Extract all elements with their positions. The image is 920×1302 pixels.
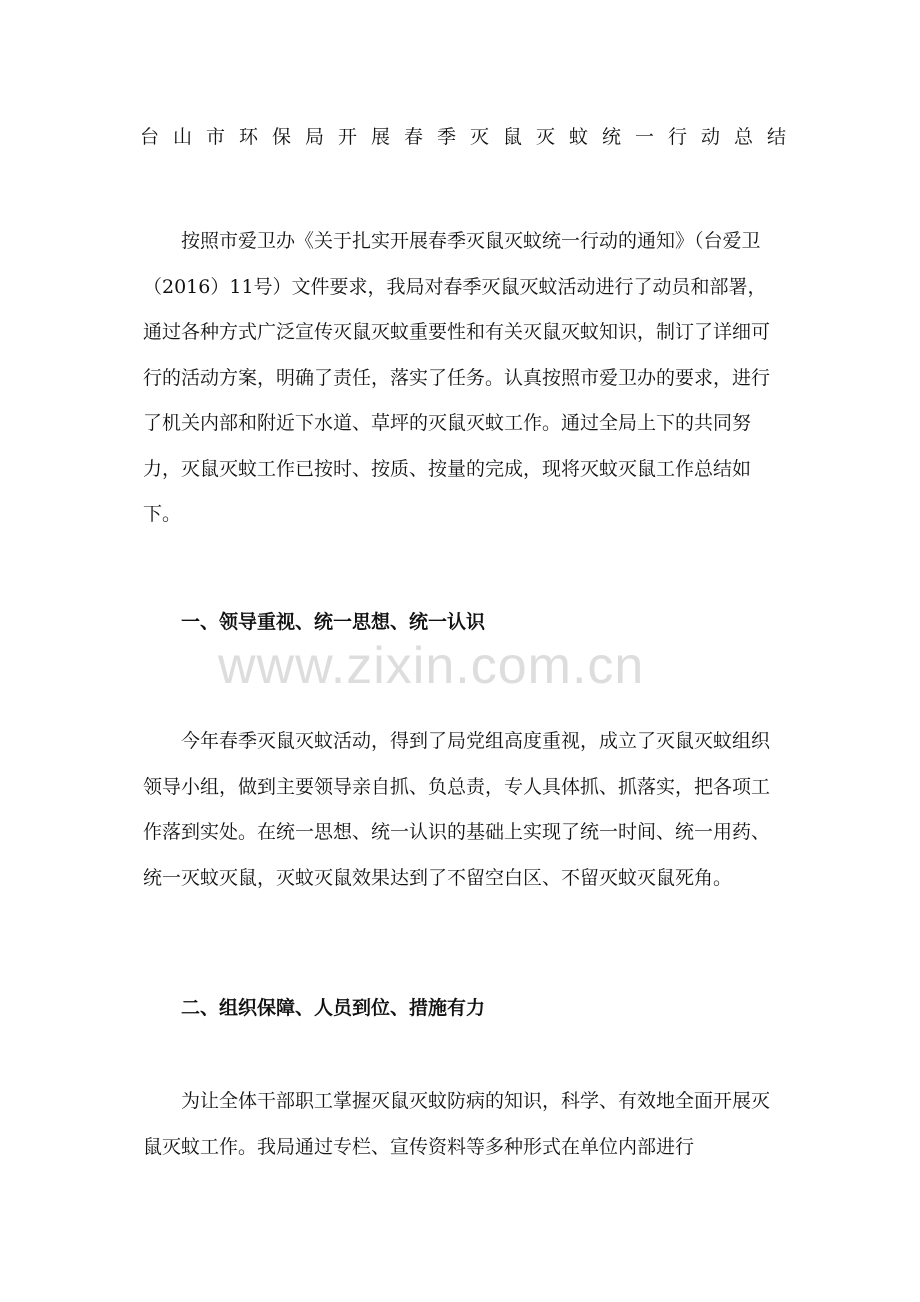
section-1-heading: 一、领导重视、统一思想、统一认识 <box>181 611 486 633</box>
intro-paragraph: 按照市爱卫办《关于扎实开展春季灭鼠灭蚊统一行动的通知》（台爱卫（2016）11号）文件要求，我局对春季灭鼠灭蚊活动进行了动员和部署，通过各种方式广泛宣传灭鼠灭蚊重要性和有关灭鼠灭蚊知识，制订了详细可行的活动方案，明确了责任，落实了任务。认真按照市爱卫办的要求，进行了机关内部和附近下水道、草坪的灭鼠灭蚊工作。通过全局上下的共同努力，灭鼠灭蚊工作已按时、按质、按量的完成，现将灭蚊灭鼠工作总结如下。 <box>143 230 771 525</box>
section-1-paragraph: 今年春季灭鼠灭蚊活动，得到了局党组高度重视，成立了灭鼠灭蚊组织领导小组，做到主要领导亲自抓、负总责，专人具体抓、抓落实，把各项工作落到实处。在统一思想、统一认识的基础上实现了统一时间、统一用药、统一灭蚊灭鼠，灭蚊灭鼠效果达到了不留空白区、不留灭蚊灭鼠死角。 <box>143 730 771 889</box>
section-2-heading: 二、组织保障、人员到位、措施有力 <box>181 997 486 1019</box>
section-2-paragraph: 为让全体干部职工掌握灭鼠灭蚊防病的知识，科学、有效地全面开展灭鼠灭蚊工作。我局通过专栏、宣传资料等多种形式在单位内部进行 <box>143 1090 771 1158</box>
watermark: www.zixin.com.cn <box>218 637 645 695</box>
document-title: 台山市环保局开展春季灭鼠灭蚊统一行动总结 <box>140 126 801 148</box>
